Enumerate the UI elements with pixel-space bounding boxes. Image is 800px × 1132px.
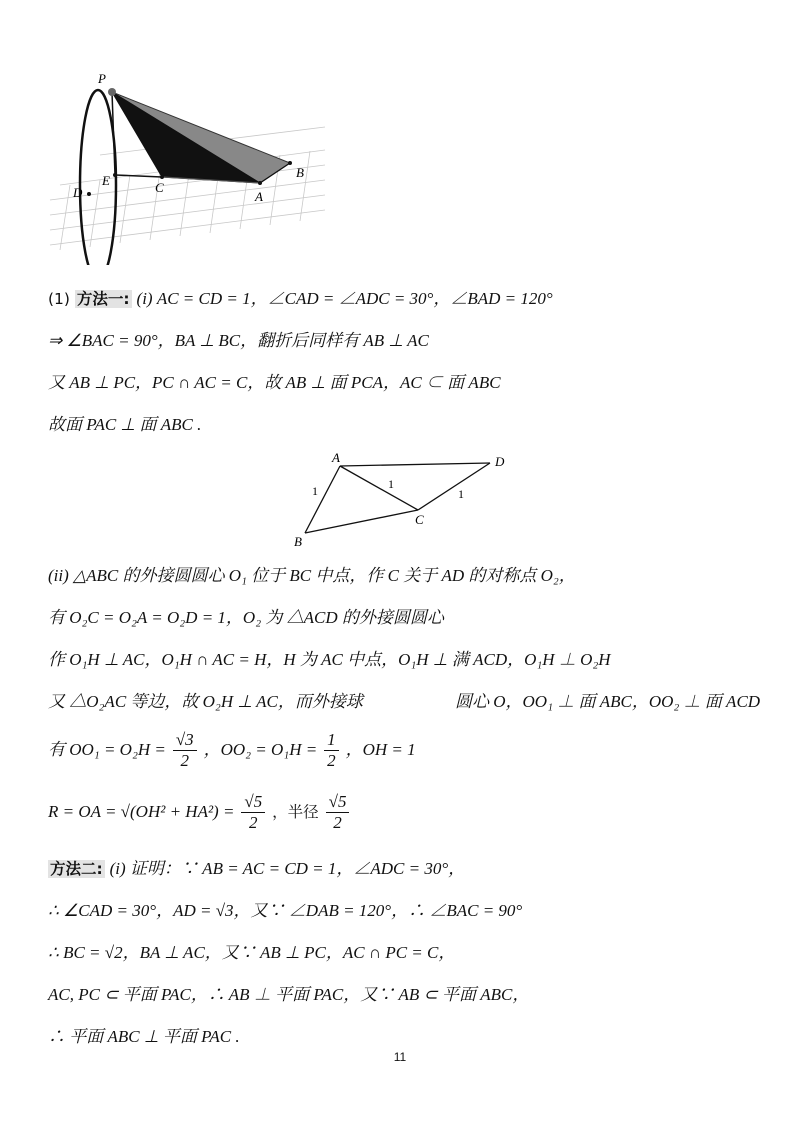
fraction-sqrt5-over-2: $\frac{√5}{2}$ (241, 792, 265, 833)
line-2: ⇒ ∠BAC = 90°，BA ⊥ BC，翻折后同样有 AB ⊥ AC (48, 331, 429, 350)
method-one-tag: 方法一: (76, 290, 130, 308)
line-11: 方法二: (i) 证明：∵ AB = AC = CD = 1，∠ADC = 30°， (50, 859, 466, 878)
line-5: (ii) △ABC 的外接圆圆心 O₁ 位于 BC 中点，作 C 关于 AD 的对称点 O₂， (48, 566, 576, 585)
edge-ac-label: 1 (388, 477, 394, 491)
line-9: 有 OO₁ = O₂H = $\frac{√3}{2}$ ，OO₂ = O₁H = $\frac{1}{2}$ ，OH = 1 (48, 730, 416, 770)
line-15: ∴ 平面 ABC ⊥ 平面 PAC . (48, 1027, 240, 1046)
edge-ab-label: 1 (312, 484, 318, 498)
line-12: ∴ ∠CAD = 30°，AD = √3，又∵ ∠DAB = 120°，∴ ∠BAC = 90° (48, 901, 523, 920)
line-7: 作 O₁H ⊥ AC，O₁H ∩ AC = H，H 为 AC 中点，O₁H ⊥ 满 ACD，O₁H ⊥ O₂H (48, 650, 611, 669)
label-e: E (102, 173, 110, 188)
label-d2: D (495, 454, 505, 469)
label-p: P (98, 71, 106, 86)
edge-cd-label: 1 (458, 487, 464, 501)
label-a: A (255, 189, 263, 204)
point-p (108, 88, 116, 96)
fraction-sqrt3-over-2: $\frac{√3}{2}$ (173, 730, 197, 771)
folding-figure (40, 65, 340, 265)
line-13: ∴ BC = √2，BA ⊥ AC，又∵ AB ⊥ PC，AC ∩ PC = C， (48, 943, 456, 962)
line-8b: 圆心 O，OO₁ ⊥ 面 ABC，OO₂ ⊥ 面 ACD (455, 692, 761, 711)
label-d: D (73, 185, 83, 200)
planar-figure (290, 448, 520, 548)
line-4: 故面 PAC ⊥ 面 ABC . (48, 415, 202, 434)
label-c2: C (415, 512, 424, 527)
line-10: R = OA = √(OH² + HA²) = $\frac{√5}{2}$ ，半径 $\frac{√5}{2}$ (48, 792, 351, 833)
line-8a: 又 △O₂AC 等边，故 O₂H ⊥ AC，而外接球 (48, 692, 363, 711)
line-6: 有 O₂C = O₂A = O₂D = 1，O₂ 为 △ACD 的外接圆圆心 (48, 608, 444, 627)
page-number: 11 (393, 1050, 407, 1064)
line-3: 又 AB ⊥ PC，PC ∩ AC = C，故 AB ⊥ 面 PCA，AC ⊂ 面 ABC (48, 373, 501, 392)
line-14: AC, PC ⊂ 平面 PAC，∴ AB ⊥ 平面 PAC，又∵ AB ⊂ 平面 ABC， (48, 985, 530, 1004)
radius-fraction: $\frac{√5}{2}$ (326, 792, 350, 833)
method-two-tag: 方法二: (50, 860, 103, 878)
fraction-1-over-2: $\frac{1}{2}$ (324, 730, 339, 771)
label-b2: B (294, 534, 302, 548)
label-c: C (155, 180, 164, 195)
label-a2: A (332, 450, 340, 465)
label-b: B (296, 165, 304, 180)
line-1: (1) 方法一: (i) AC = CD = 1，∠CAD = ∠ADC = 30°，∠BAD = 120° (48, 289, 553, 308)
